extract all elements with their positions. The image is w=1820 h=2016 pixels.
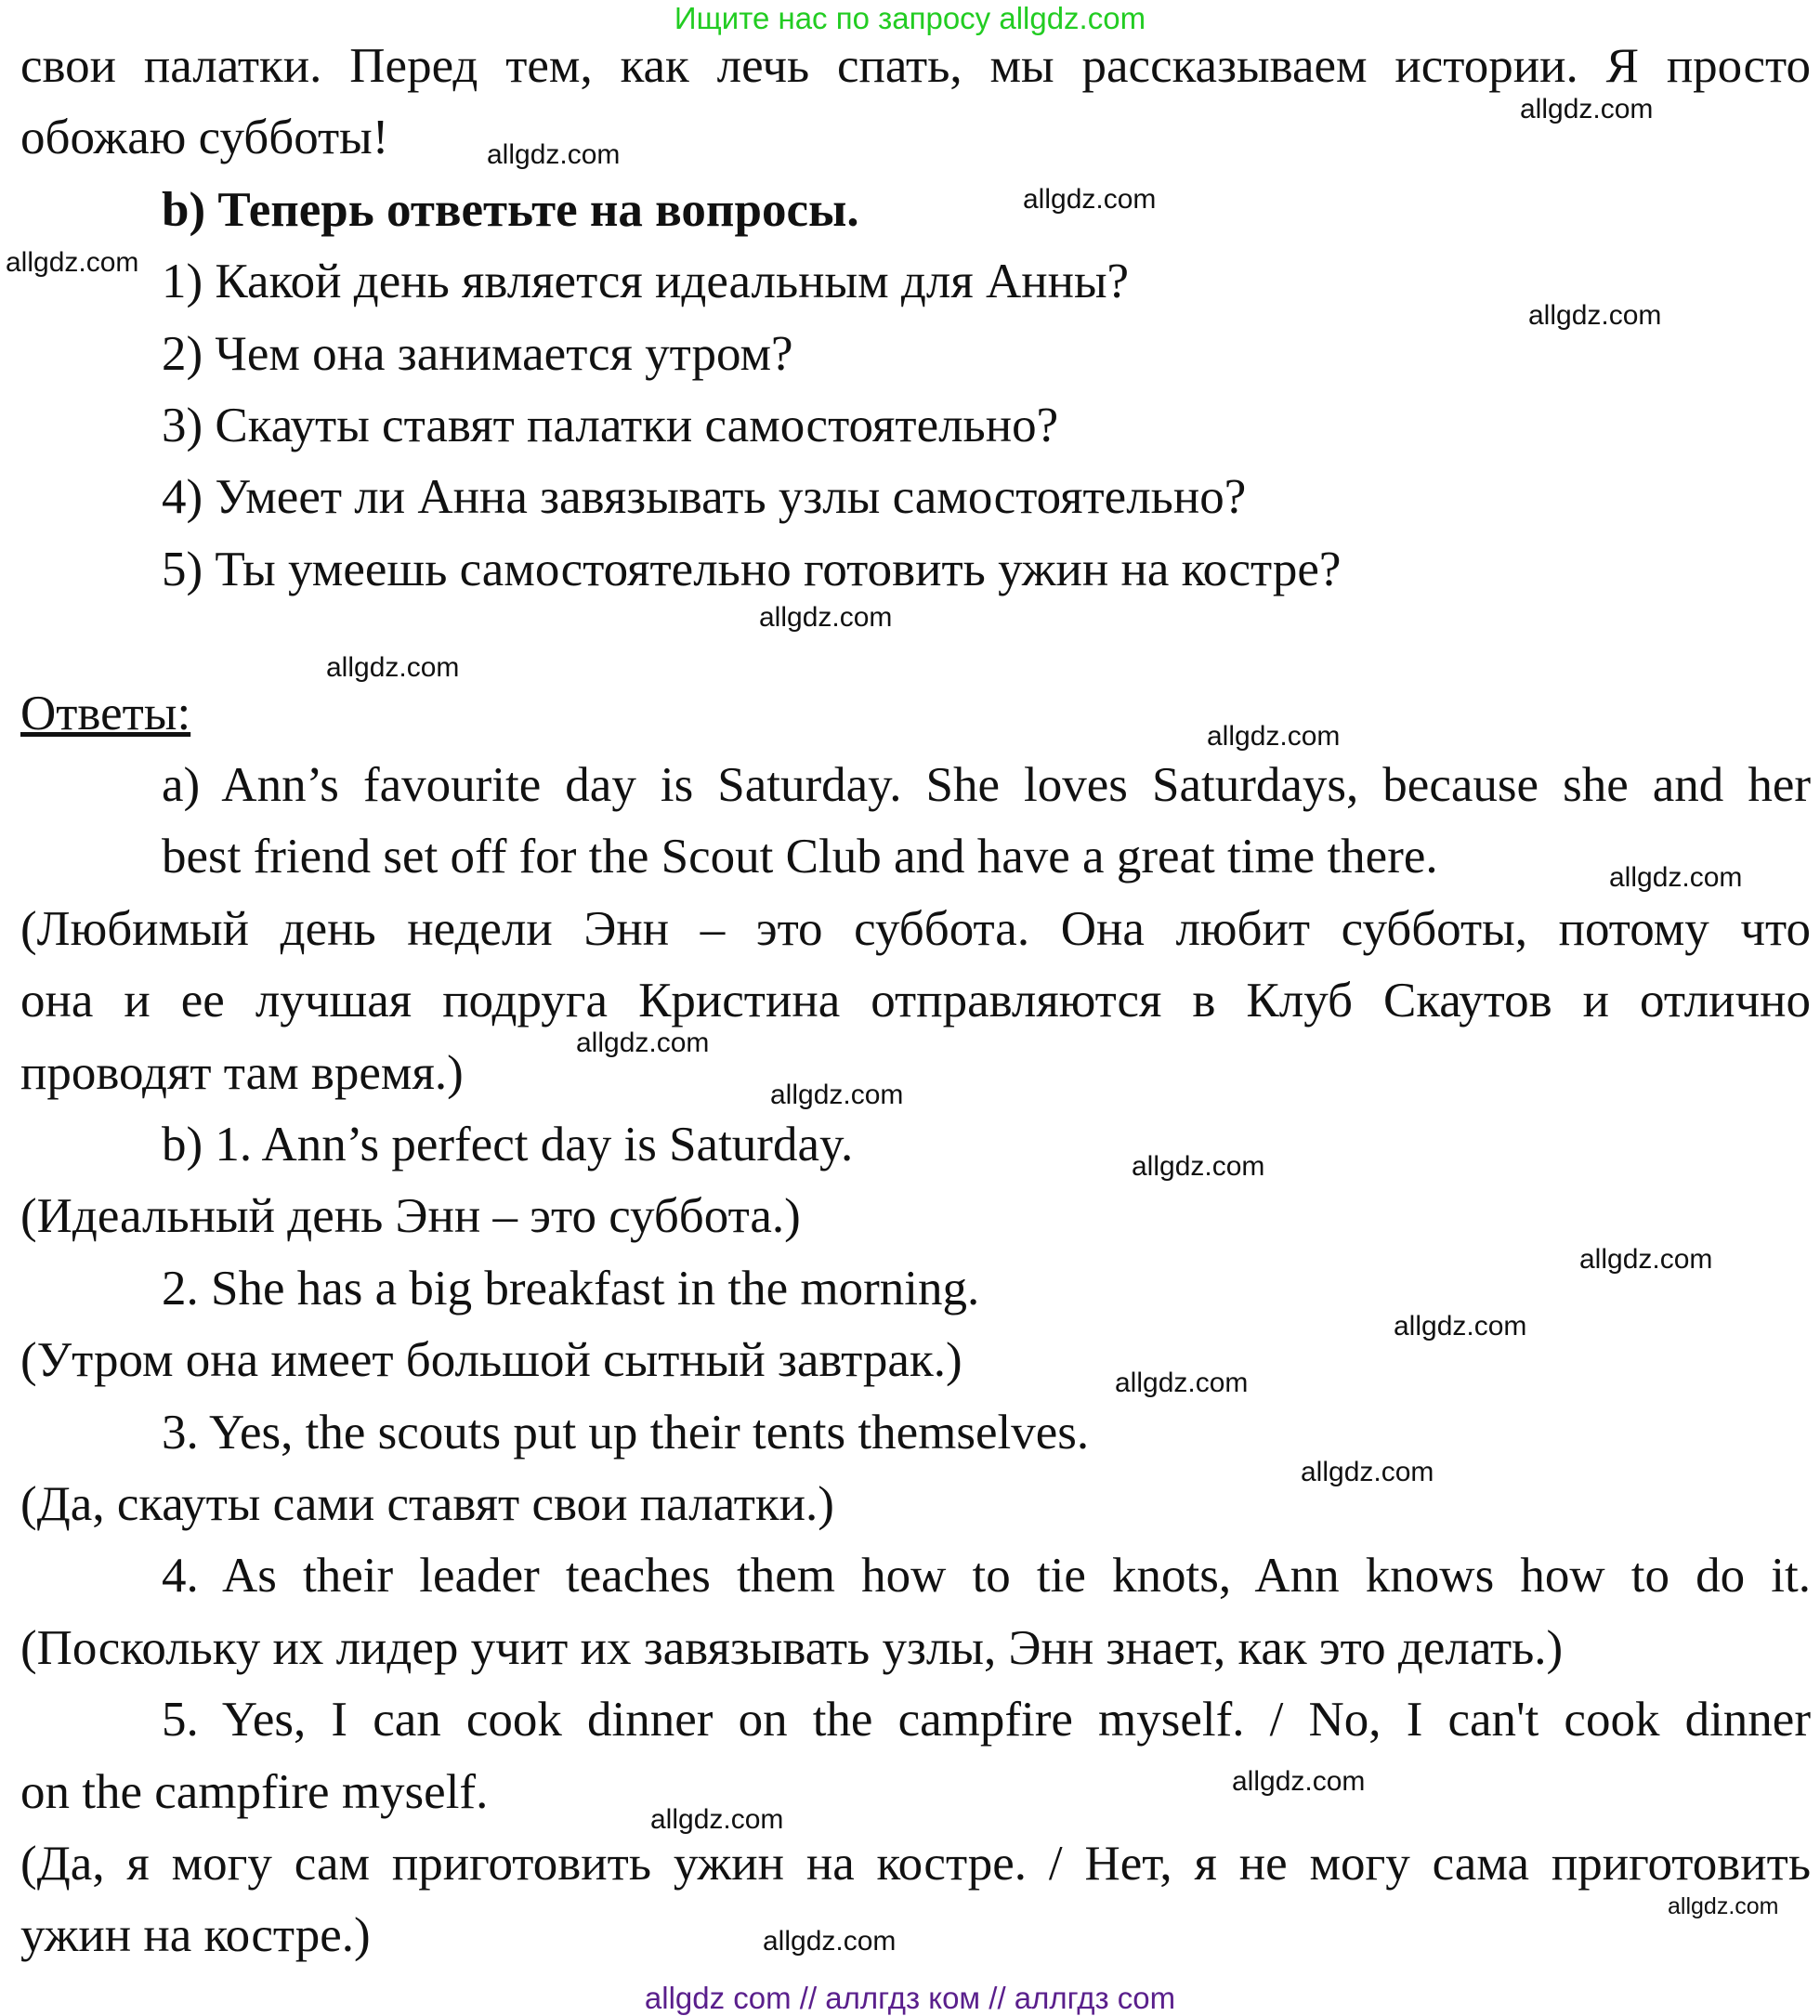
watermark: allgdz.com xyxy=(650,1804,784,1835)
translation: она и ее лучшая подруга Кристина отправляются в Клуб Скаутов и отлично xyxy=(20,974,1811,1028)
watermark: allgdz.com xyxy=(1115,1368,1249,1398)
watermark: allgdz.com xyxy=(1023,184,1157,215)
footer-banner: allgdz com // аллгдз ком // аллгдз com xyxy=(644,1981,1176,2015)
watermark: allgdz.com xyxy=(1394,1311,1527,1342)
translation: (Да, скауты сами ставят свои палатки.) xyxy=(20,1477,834,1531)
translation: (Любимый день недели Энн – это суббота. Она любит субботы, потому что xyxy=(20,902,1811,956)
translation: проводят там время.) xyxy=(20,1046,464,1100)
watermark: allgdz.com xyxy=(326,652,460,683)
watermark: allgdz.com xyxy=(1132,1151,1265,1182)
translation: (Поскольку их лидер учит их завязывать узлы, Энн знает, как это делать.) xyxy=(20,1621,1564,1675)
question-1: 1) Какой день является идеальным для Анны? xyxy=(162,255,1130,308)
watermark: allgdz.com xyxy=(1520,94,1654,124)
translation: (Да, я могу сам приготовить ужин на костре. / Нет, я не могу сама приготовить xyxy=(20,1837,1811,1891)
watermark: allgdz.com xyxy=(1207,721,1341,752)
question-2: 2) Чем она занимается утром? xyxy=(162,327,793,381)
question-5: 5) Ты умеешь самостоятельно готовить ужин на костре? xyxy=(162,543,1342,596)
answer-b5: on the campfire myself. xyxy=(20,1765,489,1819)
watermark: allgdz.com xyxy=(6,247,139,278)
answer-b4: 4. As their leader teaches them how to tie knots, Ann knows how to do it. xyxy=(162,1549,1811,1603)
watermark: allgdz.com xyxy=(759,602,893,633)
watermark: allgdz.com xyxy=(1579,1244,1713,1275)
text-line: обожаю субботы! xyxy=(20,111,389,164)
answer-b5: 5. Yes, I can cook dinner on the campfire myself. / No, I can't cook dinner xyxy=(162,1693,1811,1747)
watermark: allgdz.com xyxy=(770,1080,904,1110)
answer-a: a) Ann’s favourite day is Saturday. She loves Saturdays, because she and her xyxy=(162,758,1811,812)
watermark: allgdz.com xyxy=(1609,862,1743,893)
translation: ужин на костре.) xyxy=(20,1908,371,1962)
watermark: allgdz.com xyxy=(576,1028,710,1058)
watermark: allgdz.com xyxy=(763,1926,897,1957)
watermark: allgdz.com xyxy=(1232,1766,1366,1797)
question-4: 4) Умеет ли Анна завязывать узлы самостоятельно? xyxy=(162,470,1247,524)
watermark: allgdz.com xyxy=(1528,300,1662,331)
answer-b1: b) 1. Ann’s perfect day is Saturday. xyxy=(162,1118,854,1172)
watermark: allgdz.com xyxy=(1668,1893,1779,1919)
text-line: свои палатки. Перед тем, как лечь спать, мы рассказываем истории. Я просто xyxy=(20,39,1811,93)
question-3: 3) Скауты ставят палатки самостоятельно? xyxy=(162,399,1059,452)
watermark: allgdz.com xyxy=(1301,1457,1434,1487)
watermark: allgdz.com xyxy=(487,139,621,170)
answer-b2: 2. She has a big breakfast in the morning. xyxy=(162,1262,980,1316)
header-banner: Ищите нас по запросу allgdz.com xyxy=(674,1,1146,35)
answer-a: best friend set off for the Scout Club and have a great time there. xyxy=(162,830,1438,884)
section-heading: b) Теперь ответьте на вопросы. xyxy=(162,183,859,237)
translation: (Идеальный день Энн – это суббота.) xyxy=(20,1189,801,1243)
answers-heading: Ответы: xyxy=(20,687,191,740)
answer-b3: 3. Yes, the scouts put up their tents themselves. xyxy=(162,1406,1090,1460)
translation: (Утром она имеет большой сытный завтрак.) xyxy=(20,1333,962,1387)
